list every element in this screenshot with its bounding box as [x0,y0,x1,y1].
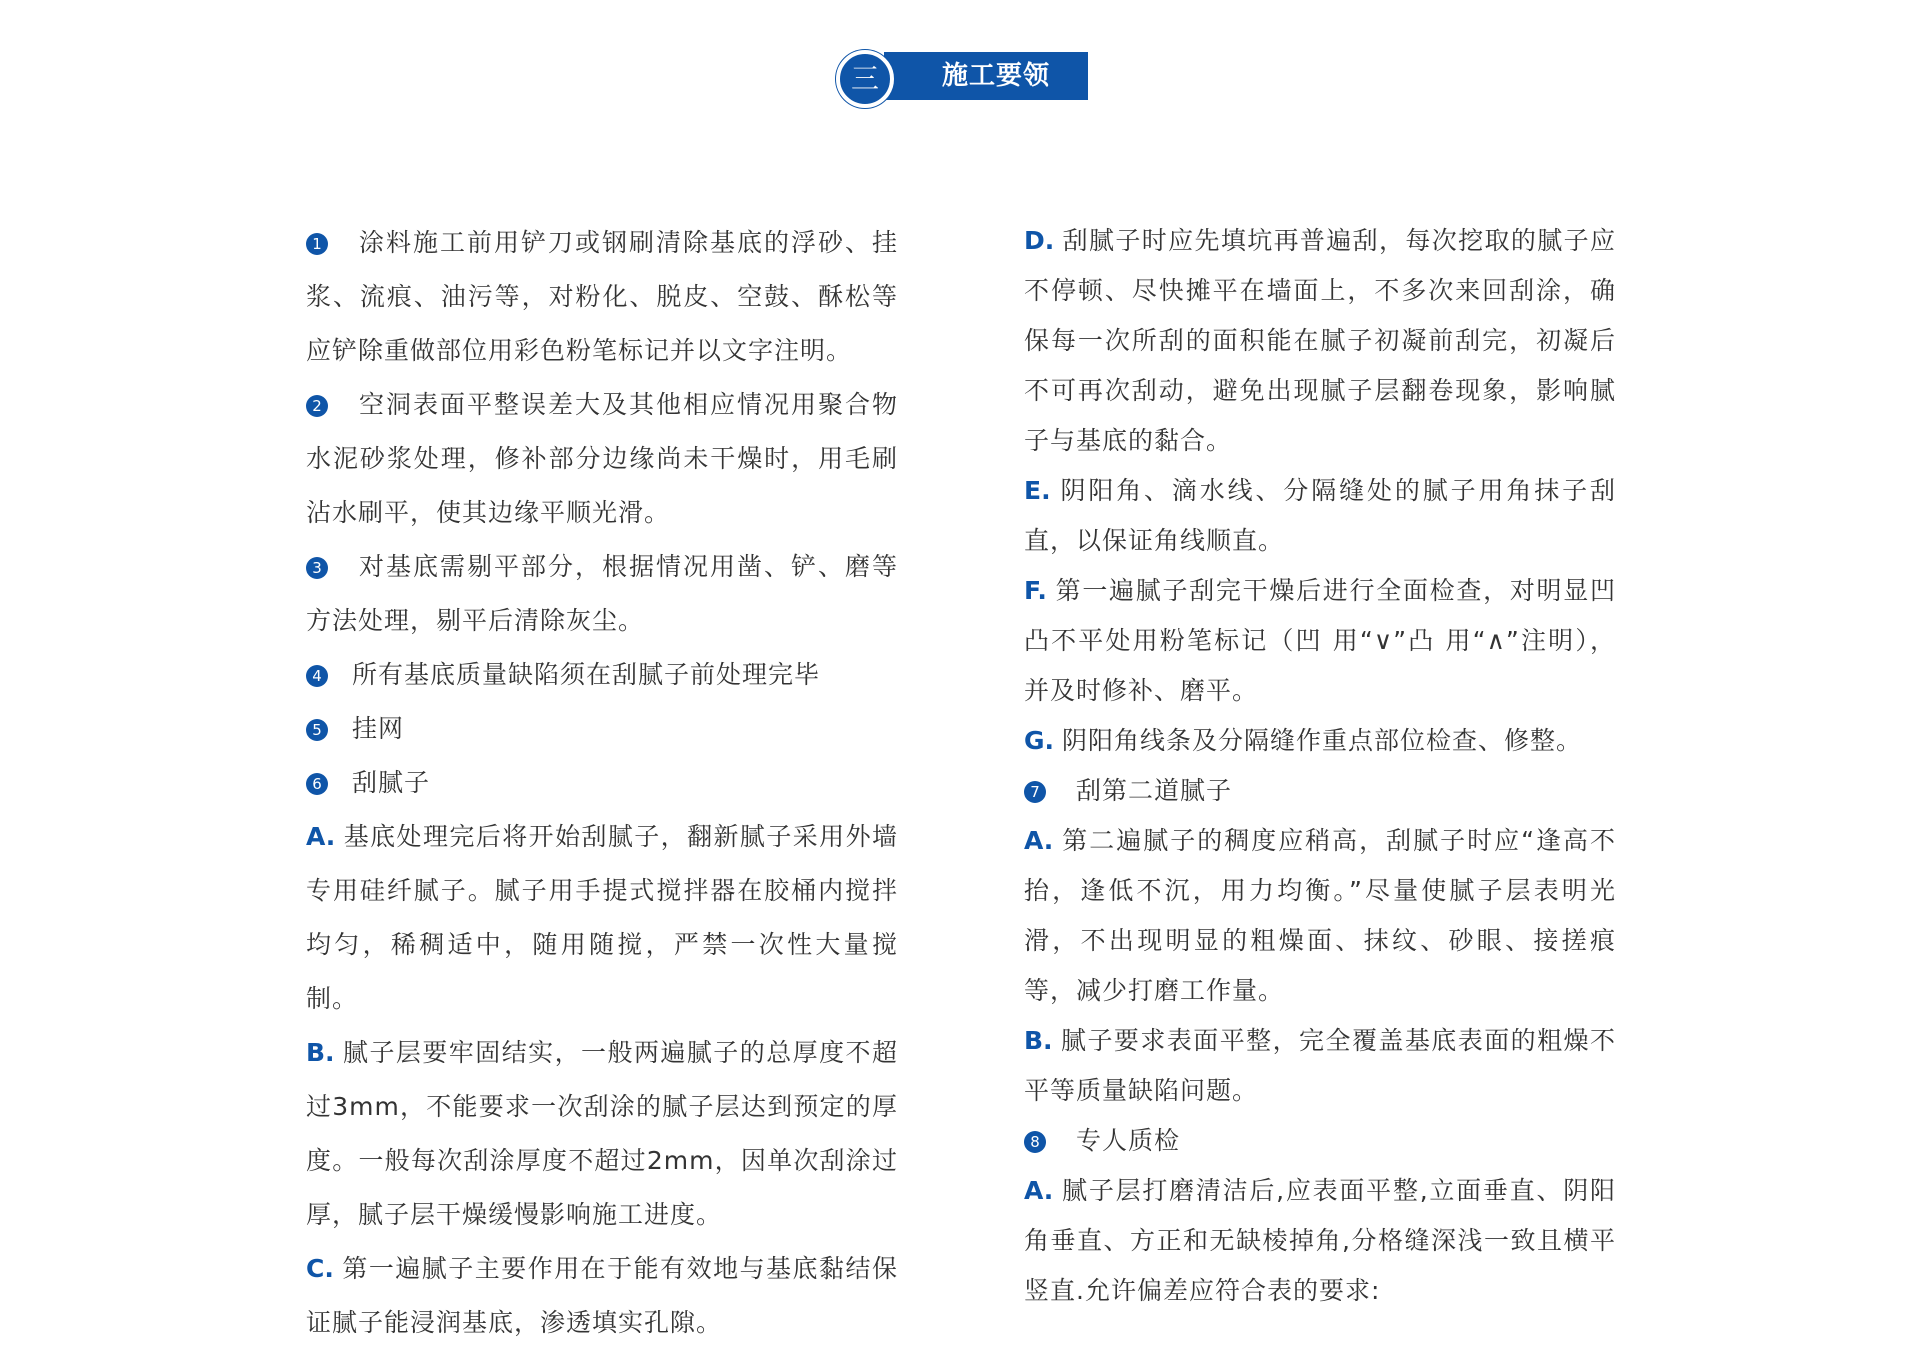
section-header [836,50,1092,108]
sub-item-f [1024,566,1616,716]
step-7 [1024,766,1616,816]
step-2 [306,378,898,540]
step-number-badge: 5 [306,719,328,741]
sub-item-a [306,810,898,1026]
step-text: 专人质检 [1076,1126,1181,1155]
step-text: 所有基底质量缺陷须在刮腻子前处理完毕 [352,660,821,689]
step-text: 刮第二道腻子 [1076,776,1233,805]
step-number-badge: 8 [1024,1131,1046,1153]
sub-item-text: 腻子要求表面平整，完全覆盖基底表面的粗燥不平等质量缺陷问题。 [1024,1026,1616,1105]
sub-item-text: 第一遍腻子刮完干燥后进行全面检查，对明显凹凸不平处用粉笔标记（凹 用“∨”凸 用“∧”注明），并及时修补、磨平。 [1024,576,1616,705]
step-number-badge: 7 [1024,781,1046,803]
sub-item-text: 刮腻子时应先填坑再普遍刮，每次挖取的腻子应不停顿、尽快摊平在墙面上，不多次来回刮涂，确保每一次所刮的面积能在腻子初凝前刮完，初凝后不可再次刮动，避免出现腻子层翻卷现象，影响腻子与基底的黏合。 [1024,226,1616,455]
sub-item-b [306,1026,898,1242]
sub-item-letter: F. [1024,576,1047,605]
step-3 [306,540,898,648]
step-7-sub-item-a [1024,816,1616,1016]
step-8 [1024,1116,1616,1166]
section-title: 施工要领 [884,52,1088,100]
sub-item-letter: E. [1024,476,1051,505]
step-number-badge: 4 [306,665,328,687]
step-text: 涂料施工前用铲刀或钢刷清除基底的浮砂、挂浆、流痕、油污等，对粉化、脱皮、空鼓、酥松等应铲除重做部位用彩色粉笔标记并以文字注明。 [306,228,898,365]
left-column [306,216,898,1350]
sub-item-text: 腻子层打磨清洁后,应表面平整,立面垂直、阴阳角垂直、方正和无缺棱掉角,分格缝深浅一致且横平竖直.允许偏差应符合表的要求: [1024,1176,1616,1305]
right-column [1024,216,1616,1316]
sub-item-letter: A. [1024,1176,1054,1205]
step-text: 空洞表面平整误差大及其他相应情况用聚合物水泥砂浆处理，修补部分边缘尚未干燥时，用毛刷沾水刷平，使其边缘平顺光滑。 [306,390,898,527]
sub-item-letter: G. [1024,726,1055,755]
sub-item-letter: C. [306,1254,334,1283]
step-text: 刮腻子 [352,768,431,797]
sub-item-letter: A. [1024,826,1054,855]
step-number-badge: 6 [306,773,328,795]
sub-item-text: 第一遍腻子主要作用在于能有效地与基底黏结保证腻子能浸润基底，渗透填实孔隙。 [306,1254,898,1337]
step-1 [306,216,898,378]
step-number-badge: 1 [306,233,328,255]
step-4 [306,648,898,702]
sub-item-text: 腻子层要牢固结实，一般两遍腻子的总厚度不超过3mm，不能要求一次刮涂的腻子层达到预定的厚度。一般每次刮涂厚度不超过2mm，因单次刮涂过厚，腻子层干燥缓慢影响施工进度。 [306,1038,898,1229]
sub-item-c [306,1242,898,1350]
sub-item-g [1024,716,1616,766]
step-8-sub-item-a [1024,1166,1616,1316]
sub-item-text: 第二遍腻子的稠度应稍高，刮腻子时应“逢高不抬，逢低不沉，用力均衡。”尽量使腻子层表明光滑，不出现明显的粗燥面、抹纹、砂眼、接搓痕等，减少打磨工作量。 [1024,826,1616,1005]
sub-item-text: 基底处理完后将开始刮腻子，翻新腻子采用外墙专用硅纤腻子。腻子用手提式搅拌器在胶桶内搅拌均匀，稀稠适中，随用随搅，严禁一次性大量搅制。 [306,822,898,1013]
sub-item-letter: D. [1024,226,1055,255]
step-6 [306,756,898,810]
sub-item-text: 阴阳角线条及分隔缝作重点部位检查、修整。 [1062,726,1583,755]
step-text: 对基底需剔平部分，根据情况用凿、铲、磨等方法处理，剔平后清除灰尘。 [306,552,898,635]
step-text: 挂网 [352,714,405,743]
sub-item-e [1024,466,1616,566]
sub-item-letter: B. [306,1038,335,1067]
sub-item-letter: B. [1024,1026,1053,1055]
step-5 [306,702,898,756]
sub-item-d [1024,216,1616,466]
sub-item-letter: A. [306,822,336,851]
step-7-sub-item-b [1024,1016,1616,1116]
step-number-badge: 2 [306,395,328,417]
sub-item-text: 阴阳角、滴水线、分隔缝处的腻子用角抹子刮直，以保证角线顺直。 [1024,476,1616,555]
step-number-badge: 3 [306,557,328,579]
section-number-badge: 三 [836,50,894,108]
